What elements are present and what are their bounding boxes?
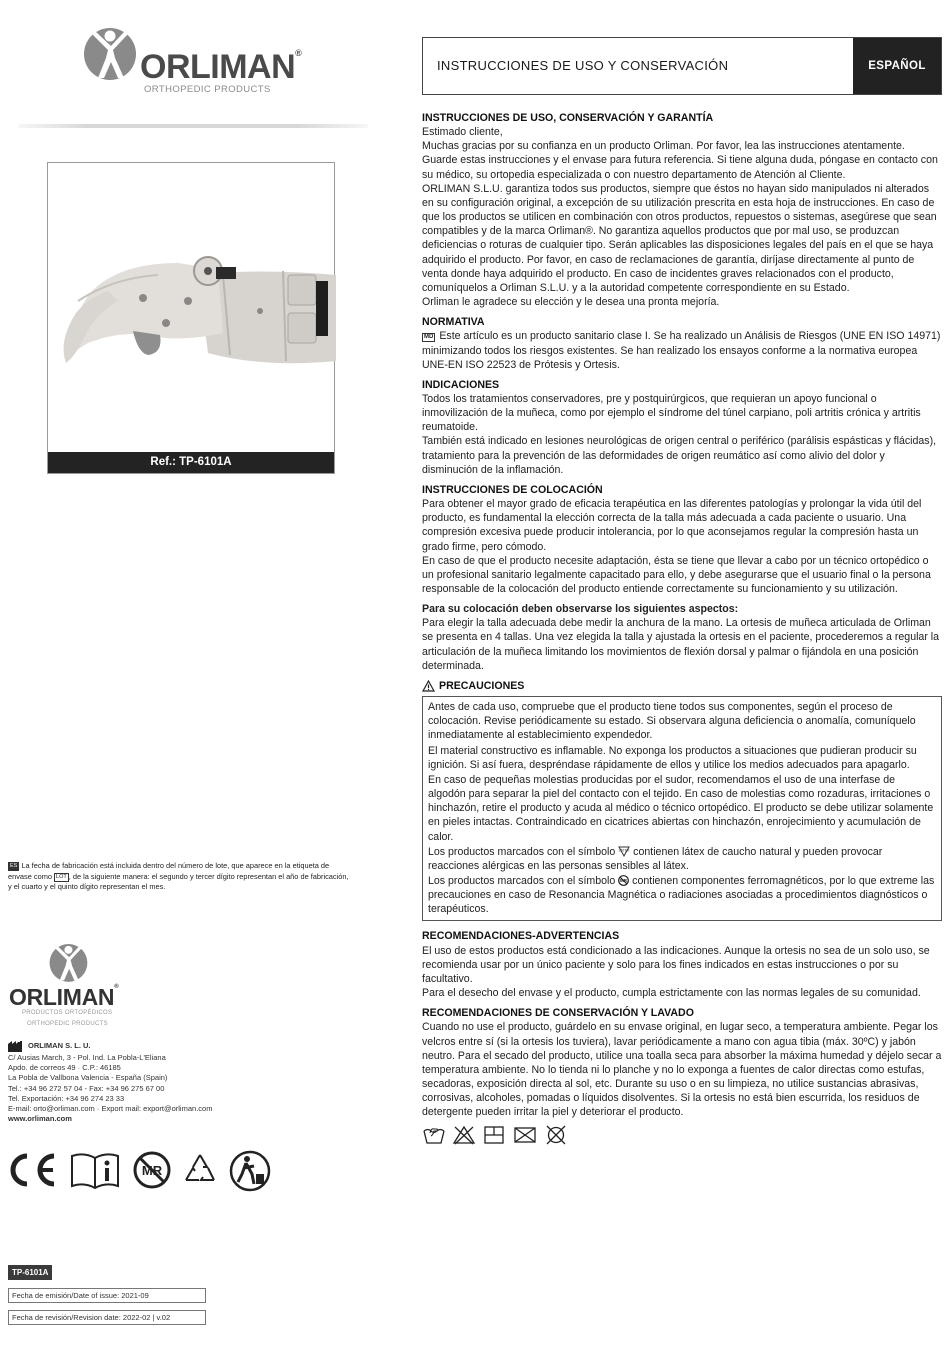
section-title: PRECAUCIONES [439,679,525,692]
es-language-tag: ES [10,863,18,869]
orliman-logo [78,28,338,98]
company-website[interactable]: www.orliman.com [8,1114,72,1124]
brand-name: ORLIMAN® [140,48,302,86]
section-title: INSTRUCCIONES DE COLOCACIÓN [422,483,603,496]
company-export-phone: Tel. Exportación: +34 96 274 23 33 [8,1093,125,1103]
latex-icon [618,846,630,857]
paragraph: Estimado cliente, [422,126,503,139]
paragraph: Todos los tratamientos conservadores, pre y postquirúrgicos, que requieran un apoyo funcional o inmovilización de la muñeca, como por ejemplo el síndrome del túnel carpiano, poli artritis crónica y artritis reumatoide. [422,392,921,434]
section-conservacion [422,1006,942,1145]
issue-date: Fecha de emisión/Date of issue: 2021-09 [8,1288,206,1303]
mr-conditional-icon [618,875,629,886]
company-address-3: La Pobla de Vallbona Valencia - España (Spain) [8,1073,168,1083]
paragraph: El uso de estos productos está condicionado a las indicaciones. Aunque la ortesis no sea de un solo uso, se recomienda usar por un único paciente y solo para los fines indicados en estas instrucciones o por su facultativo. [422,944,930,985]
precautions-box [422,696,942,921]
medical-device-symbol: MD [424,334,434,341]
wrist-orthosis-image [48,163,336,453]
paragraph: Para obtener el mayor grado de eficacia terapéutica en las diferentes patologías y prolongar la vida útil del producto, es fundamental la elección correcta de la talla más adecuada a cada paciente o usuario. Una compresión excesiva puede producir intolerancia, por lo que aconsejamos regular la compresión hasta un grado firme, pero cómodo. [422,498,922,553]
no-iron-icon [512,1125,538,1145]
paragraph: También está indicado en lesiones neurológicas de origen central o periférico (parálisis espásticas y flácidas), tratamiento para la prevención de las deformidades de origen reumático así como alivio del dolor y disminución de la inflamación. [422,435,937,476]
brand-tagline-es: PRODUCTOS ORTOPÉDICOS [22,1010,113,1016]
precautions-heading [422,679,942,693]
paragraph: Cuando no use el producto, guárdelo en su envase original, en lugar seco, a temperatura ambiente. Pegar los velcros entre sí (si la ortesis los tuviera), lavar periódicamente a mano con agua tibia (máx. 30ºC) y jabón neutro. Para el secado del producto, utilice una toalla seca para absorber la máxima humedad y déjelo secar a temperatura ambiente. No lo tienda ni lo planche y no lo exponga a fuentes de calor directas como estufas, secadoras, exposición directa al sol, etc. Durante su uso o en su limpieza, no utilice sustancias abrasivas, corrosivas, alcoholes, pomadas o líquidos disolventes. Si la ortesis no está bien escurrida, los residuos de detergente pueden irritar la piel y deteriorar el producto. [422,1021,942,1119]
regulatory-symbols [8,1150,273,1195]
document-title: INSTRUCCIONES DE USO Y CONSERVACIÓN [437,58,729,73]
paragraph: Muchas gracias por su confianza en un producto Orliman. Por favor, lea las instrucciones atentamente. Guarde estas instrucciones y el envase para futura referencia. Si tiene alguna duda, póngase en contacto con su médico, su ortopedia especializada o con nuestro departamento de Atención al Cliente. [422,140,938,181]
paragraph: Antes de cada uso, compruebe que el producto tiene todos sus componentes, según el proceso de colocación. Revise periódicamente su estado. Si observara alguna deficiencia o anomalía, comuníquelo inmediatamente al establecimiento expendedor. [428,701,916,742]
read-instructions-icon [70,1150,120,1190]
language-label: ESPAÑOL [853,38,941,94]
brand-name: ORLIMAN® [9,984,119,1010]
paragraph: Para el desecho del envase y el producto, cumpla estrictamente con las normas legales de su comunidad. [422,987,921,1000]
hand-wash-icon [422,1125,446,1145]
section-indicaciones [422,378,942,477]
section-recomendaciones [422,929,942,1000]
divider [18,124,368,128]
svg-text:MR: MR [620,878,628,884]
paragraph: MD Este artículo es un producto sanitario clase I. Se ha realizado un Análisis de Riesgos (UNE EN ISO 14971) minimizando todos los riesgos existentes. Se han realizado los ensayos conforme a la normativa europea UNE-EN ISO 22523 de Prótesis y Ortesis. [422,330,941,371]
company-name: ORLIMAN S. L. U. [8,1041,308,1052]
company-phone: Tel.: +34 96 272 57 04 - Fax: +34 96 275 67 00 [8,1083,165,1093]
section-title: INDICACIONES [422,378,500,391]
company-address-2: Apdo. de correos 49 · C.P.: 46185 [8,1063,121,1073]
brand-tagline: ORTHOPEDIC PRODUCTS [144,84,271,95]
section-precauciones [422,679,942,922]
dispose-properly-icon [228,1150,272,1192]
section-normativa [422,315,942,372]
section-title: INSTRUCCIONES DE USO, CONSERVACIÓN Y GARANTÍA [422,112,714,124]
subsection-title: Para su colocación deben observarse los siguientes aspectos: [422,603,739,616]
company-email[interactable]: E-mail: orto@orliman.com · Export mail: export@orliman.com [8,1104,213,1114]
ce-mark-icon [8,1150,58,1190]
paragraph: El material constructivo es inflamable. No exponga los productos a situaciones que pudieran producir su ignición. Si así fuera, despréndase rápidamente de ellos y utilice los medios adecuados para apagarlo. [428,744,917,771]
section-colocacion [422,483,942,596]
section-title: NORMATIVA [422,316,485,329]
section-intro [422,111,942,309]
paragraph: Los productos marcados con el símbolo MR contienen componentes ferromagnéticos, por lo que extreme las precauciones en caso de Resonancia Magnética o radiaciones asociadas a procedimientos diagnósticos o terapéuticos. [428,874,935,916]
svg-text:MR: MR [141,1163,163,1178]
paragraph: Los productos marcados con el símbolo LATEX contienen látex de caucho natural y pueden provocar reacciones alérgicas en las personas sensibles al látex. [428,845,883,872]
company-address-1: C/ Ausias March, 3 - Pol. Ind. La Pobla-L'Eliana [8,1053,166,1062]
instructions-content [422,111,942,1145]
warning-icon [422,680,435,692]
orliman-logo-secondary [8,944,208,1034]
product-ref: Ref.: TP-6101A [48,452,334,473]
section-title: RECOMENDACIONES DE CONSERVACIÓN Y LAVADO [422,1007,694,1020]
orliman-figure-icon [78,28,138,83]
document-header [422,37,942,95]
section-title: RECOMENDACIONES-ADVERTENCIAS [422,930,620,943]
svg-text:LATEX: LATEX [618,848,630,853]
product-code-badge: TP-6101A [8,1265,52,1280]
mr-unsafe-icon [132,1150,172,1190]
recycle-icon [180,1150,220,1190]
lot-symbol: LOT [56,873,67,880]
no-dry-clean-icon [544,1125,568,1145]
paragraph: Para elegir la talla adecuada debe medir la anchura de la mano. La ortesis de muñeca articulada de Orliman se presenta en 4 tallas. Una vez elegida la talla y ajustada la ortesis en el paciente, procederemos a regular la articulación de la muñeca limitando los movimientos de flexión dorsal y palmar o fijándola en una posición determinada. [422,617,940,672]
manufacturer-icon [8,1041,22,1052]
company-info [8,1041,308,1124]
paragraph: ORLIMAN S.L.U. garantiza todos sus productos, siempre que éstos no hayan sido manipulados ni alterados en su configuración original, a excepción de su utilización prescrita en esta hoja de instrucciones. En caso de que los productos se utilicen en combinación con otros productos, repuestos o sistemas, asegúrese que sean compatibles y de la marca Orliman®. No garantiza aquellos productos que por mal uso, se produzcan deficiencias o roturas de cualquier tipo. Serán aplicables las disposiciones legales del país en el que se haya adquirido el producto. Por favor, en caso de reclamaciones de garantía, diríjase directamente al punto de venta donde haya adquirido el producto. En caso de incidentes graves relacionados con el producto, comuníquelos a Orliman S.L.U. y a la autoridad competente correspondiente en su Estado. [422,182,937,294]
section-aspectos [422,602,942,673]
paragraph: En caso de que el producto necesite adaptación, ésta se tiene que llevar a cabo por un técnico ortopédico o un profesional sanitario legalmente capacitado para ello, y debe asegurarse que el usuario final o la persona responsable de la colocación del producto entiende correctamente su funcionamiento y su utilización. [422,554,931,595]
brand-tagline: ORTHOPEDIC PRODUCTS [27,1021,108,1027]
revision-date: Fecha de revisión/Revision date: 2022-02 | v.02 [8,1310,206,1325]
orliman-figure-icon [45,944,89,984]
no-bleach-icon [452,1125,476,1145]
care-symbols [422,1125,942,1145]
product-image-frame [47,162,335,474]
no-tumble-dry-icon [482,1125,506,1145]
lot-explanation: ES La fecha de fabricación está incluida dentro del número de lote, que aparece en la etiqueta de envase como LOT , de la siguiente manera: el segundo y tercer dígito representan el año de fabricación, y el cuarto y el quinto dígito representan el mes. [8,861,349,892]
paragraph: En caso de pequeñas molestias producidas por el sudor, recomendamos el uso de una interfase de algodón para separar la piel del contacto con el tejido. En caso de molestias como rozaduras, irritaciones o hinchazón, retire el producto y acuda al médico o técnico ortopédico. El producto se debe utilizar solamente en pieles intactas. Contraindicado en cicatrices abiertas con hinchazón, enrojecimiento y acumulación de calor. [428,773,934,843]
paragraph: Orliman le agradece su elección y le desea una pronta mejoría. [422,296,720,309]
